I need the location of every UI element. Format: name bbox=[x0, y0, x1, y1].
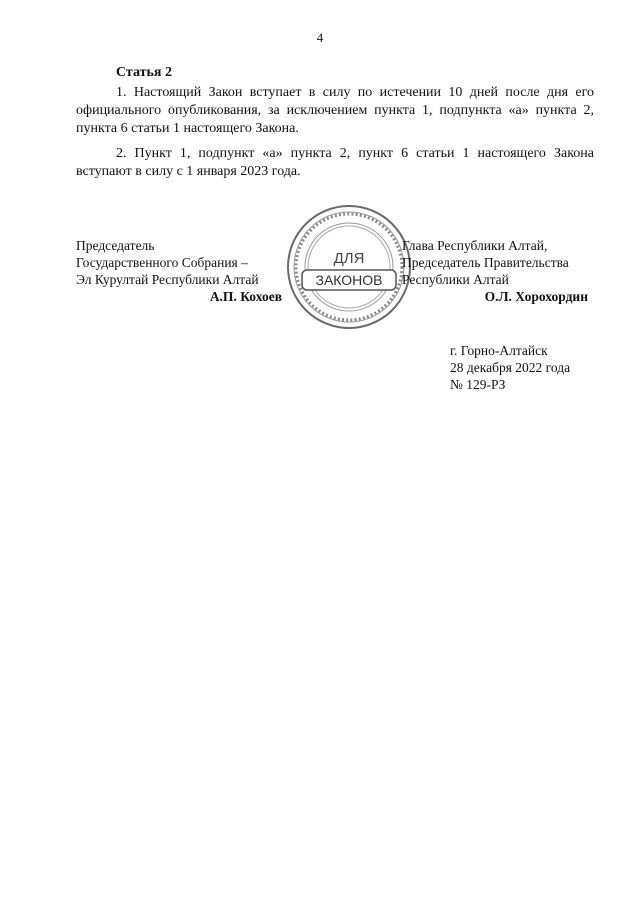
signature-right-title-line-1: Глава Республики Алтай, bbox=[402, 238, 548, 253]
place-date-block bbox=[450, 342, 570, 393]
signature-right-title-line-3: Республики Алтай bbox=[402, 272, 509, 287]
article-paragraph-2: 2. Пункт 1, подпункт «а» пункта 2, пункт 6 статьи 1 настоящего Закона вступают в силу с 1 января 2023 года. bbox=[76, 146, 594, 179]
place-city: г. Горно-Алтайск bbox=[450, 343, 548, 358]
signature-left-name: А.П. Кохоев bbox=[209, 289, 282, 304]
signature-left-title-line-3: Эл Курултай Республики Алтай bbox=[76, 272, 259, 287]
official-seal-stamp bbox=[285, 203, 413, 331]
article-paragraph-1: 1. Настоящий Закон вступает в силу по истечении 10 дней после дня его официального опубликования, за исключением пункта 1, подпункта «а» пункта 2, пункта 6 статьи 1 настоящего Закона. bbox=[76, 85, 594, 136]
signature-right-name: О.Л. Хорохордин bbox=[484, 289, 588, 304]
signature-block-right bbox=[402, 237, 588, 305]
signature-left-title-line-2: Государственного Собрания – bbox=[76, 255, 248, 270]
signature-right-title-line-2: Председатель Правительства bbox=[402, 255, 569, 270]
law-date: 28 декабря 2022 года bbox=[450, 360, 571, 375]
article-title: Статья 2 bbox=[116, 65, 172, 80]
page-number: 4 bbox=[316, 30, 324, 45]
law-number: № 129-РЗ bbox=[450, 377, 506, 392]
signature-block-left bbox=[76, 237, 282, 305]
seal-text-line-1: ДЛЯ bbox=[333, 250, 365, 267]
signature-left-title-line-1: Председатель bbox=[76, 238, 155, 253]
seal-text-line-2: ЗАКОНОВ bbox=[315, 272, 383, 288]
